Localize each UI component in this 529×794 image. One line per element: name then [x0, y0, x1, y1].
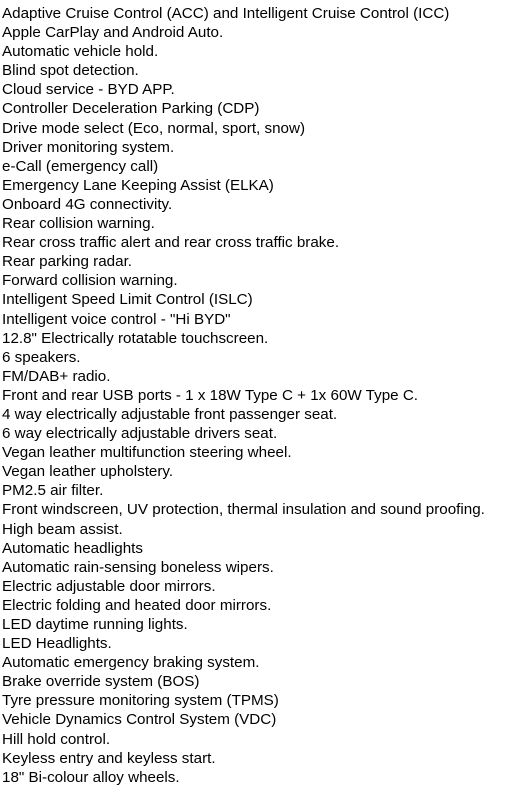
feature-item: Rear cross traffic alert and rear cross traffic brake.: [2, 234, 340, 252]
feature-item: Drive mode select (Eco, normal, sport, snow): [2, 119, 306, 137]
feature-item: Automatic vehicle hold.: [2, 43, 159, 61]
feature-item: Adaptive Cruise Control (ACC) and Intelligent Cruise Control (ICC): [2, 5, 450, 22]
feature-item: PM2.5 air filter.: [2, 482, 104, 500]
feature-item: Keyless entry and keyless start.: [2, 749, 216, 767]
feature-item: Intelligent voice control - "Hi BYD": [2, 310, 231, 328]
feature-item: 6 way electrically adjustable drivers seat.: [2, 425, 278, 443]
feature-item: Cloud service - BYD APP.: [2, 81, 175, 99]
feature-item: Apple CarPlay and Android Auto.: [2, 24, 224, 42]
feature-item: e-Call (emergency call): [2, 157, 159, 175]
feature-item: Front and rear USB ports - 1 x 18W Type C + 1x 60W Type C.: [2, 386, 419, 404]
feature-item: Rear parking radar.: [2, 253, 133, 271]
feature-item: Brake override system (BOS): [2, 673, 200, 691]
feature-item: Blind spot detection.: [2, 62, 139, 80]
feature-item: Vegan leather upholstery.: [2, 463, 174, 481]
feature-item: Controller Deceleration Parking (CDP): [2, 100, 260, 118]
feature-item: Electric adjustable door mirrors.: [2, 577, 216, 595]
feature-item: Forward collision warning.: [2, 272, 178, 290]
feature-item: 4 way electrically adjustable front passenger seat.: [2, 405, 338, 423]
feature-item: Rear collision warning.: [2, 215, 155, 233]
feature-item: Electric folding and heated door mirrors.: [2, 596, 272, 614]
feature-item: Emergency Lane Keeping Assist (ELKA): [2, 176, 274, 194]
feature-item: Hill hold control.: [2, 730, 111, 748]
feature-item: Intelligent Speed Limit Control (ISLC): [2, 291, 253, 309]
feature-item: Onboard 4G connectivity.: [2, 195, 173, 213]
feature-item: LED Headlights.: [2, 635, 112, 653]
feature-item: FM/DAB+ radio.: [2, 367, 111, 385]
feature-item: Automatic emergency braking system.: [2, 654, 260, 672]
feature-item: Automatic rain-sensing boneless wipers.: [2, 558, 274, 576]
feature-item: Tyre pressure monitoring system (TPMS): [2, 692, 279, 710]
feature-item: 18" Bi-colour alloy wheels.: [2, 768, 180, 786]
feature-item: Automatic headlights: [2, 539, 143, 557]
feature-item: Vehicle Dynamics Control System (VDC): [2, 711, 277, 729]
feature-item: 12.8" Electrically rotatable touchscreen.: [2, 329, 269, 347]
feature-list: [2, 4, 485, 787]
feature-item: High beam assist.: [2, 520, 123, 538]
feature-item: 6 speakers.: [2, 348, 81, 366]
feature-item: Driver monitoring system.: [2, 138, 175, 156]
feature-item: LED daytime running lights.: [2, 616, 188, 633]
feature-item: Vegan leather multifunction steering wheel.: [2, 444, 292, 462]
feature-item: Front windscreen, UV protection, thermal insulation and sound proofing.: [2, 501, 485, 519]
